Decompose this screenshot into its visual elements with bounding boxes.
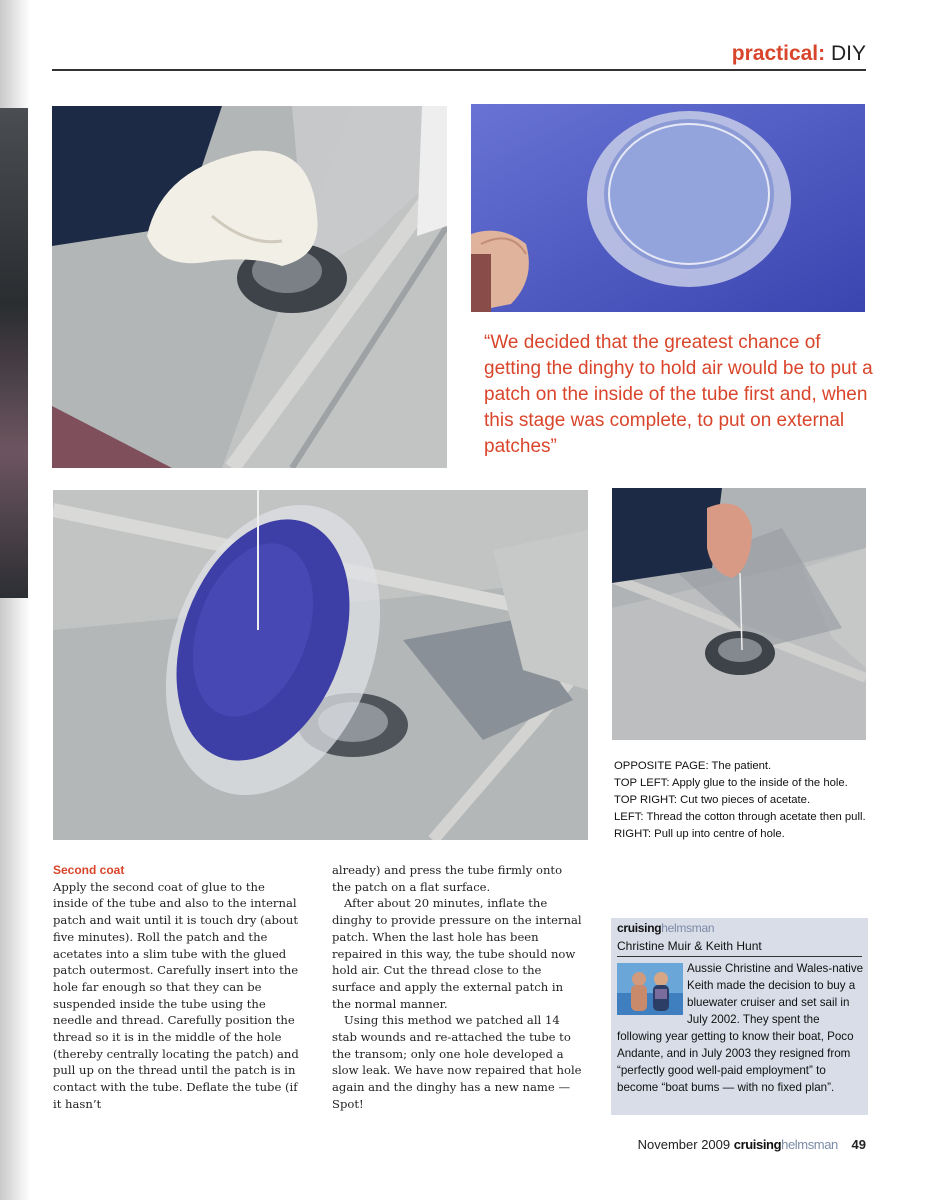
- section-name: practical:: [731, 42, 826, 65]
- article-paragraph: After about 20 minutes, inflate the dinghy to provide pressure on the internal patch. When the last hole has been repaired in this way, the tube should now hold air. Cut the thread close to the surface and apply the external patch in the normal manner.: [332, 896, 582, 1011]
- caption-line: TOP RIGHT: Cut two pieces of acetate.: [614, 794, 811, 806]
- section-sub: DIY: [830, 42, 866, 65]
- photo-acetate-circle: [471, 104, 865, 312]
- caption-line: RIGHT: Pull up into centre of hole.: [614, 828, 785, 840]
- article-column-1: [53, 862, 301, 1113]
- bio-text-wrap: [617, 960, 865, 1096]
- footer-brand-a: cruising: [733, 1137, 782, 1152]
- bio-brand-b: helmsman: [661, 921, 715, 935]
- photo-pull-thread: [612, 488, 866, 740]
- page-footer: [638, 1137, 866, 1152]
- bio-brand-logo: [617, 920, 714, 937]
- article-paragraph: Apply the second coat of glue to the inside of the tube and also to the internal patch and wait until it is touch dry (about five minutes). Roll the patch and the acetates into a slim tube with the glued patch outermost. Carefully insert into the hole far enough so that they can be suspended inside the tube using the needle and thread. Carefully position the thread so it is in the middle of the hole (thereby centrally locating the patch) and pull up on the thread until the patch is in contact with the tube. Deflate the tube (if it hasn’t: [53, 879, 299, 1111]
- caption-line: LEFT: Thread the cotton through acetate then pull.: [614, 811, 866, 823]
- photo-thread-cotton: [53, 490, 588, 840]
- footer-date: November 2009: [637, 1137, 731, 1152]
- footer-brand-logo: [734, 1137, 838, 1152]
- photo-apply-glue: [52, 106, 447, 468]
- bio-brand-a: cruising: [617, 921, 662, 935]
- author-bio-box: [611, 918, 868, 1115]
- photo-captions: [614, 758, 884, 843]
- article-paragraph: Using this method we patched all 14 stab wounds and re-attached the tube to the transom; only one hole developed a slow leak. We have now repaired that hole again and the dinghy has a new name — Spot!: [332, 1013, 582, 1111]
- bio-author-names: Christine Muir & Keith Hunt: [617, 938, 862, 957]
- pull-quote: “We decided that the greatest chance of getting the dinghy to hold air would be to put a patch on the inside of the tube first and, when this stage was complete, to put on external patches”: [484, 332, 873, 457]
- caption-line: OPPOSITE PAGE: The patient.: [614, 760, 772, 772]
- section-label: [732, 42, 866, 66]
- article-column-2: [332, 862, 582, 1113]
- bio-text: Aussie Christine and Wales-native Keith made the decision to buy a bluewater cruiser and set sail in July 2002. They spent the following year getting to know their boat, Poco Andante, and in July 2003 they resigned from “perfectly good well-paid employment” to become “boat bums — with no fixed plan”.: [617, 962, 864, 1094]
- article-subhead: Second coat: [53, 863, 125, 877]
- footer-brand-b: helmsman: [781, 1137, 838, 1152]
- article-paragraph: already) and press the tube firmly onto the patch on a flat surface.: [332, 863, 563, 894]
- header-rule: [52, 69, 866, 71]
- opposite-page-edge: [0, 108, 28, 598]
- caption-line: TOP LEFT: Apply glue to the inside of the hole.: [614, 777, 848, 789]
- page-number: 49: [851, 1137, 866, 1152]
